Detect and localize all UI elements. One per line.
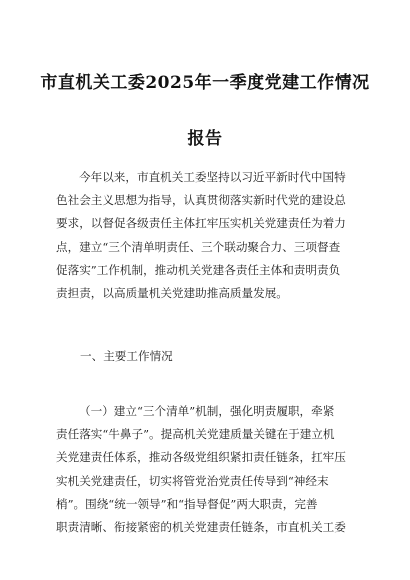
intro-line: 点，建立“三个清单明责任、三个联动聚合力、三项督查 bbox=[56, 239, 341, 254]
body-paragraph bbox=[56, 400, 354, 539]
body-line: 职责清晰、衔接紧密的机关党建责任链条，市直机关工委 bbox=[56, 520, 346, 535]
document-title-line-1: 市直机关工委2025年一季度党建工作情况 bbox=[40, 73, 370, 93]
body-line: 实机关党建责任，切实将管党治党责任传导到“神经末 bbox=[56, 473, 329, 488]
body-line: （一）建立“三个清单”机制，强化明责履职，牵紧 bbox=[79, 404, 335, 418]
intro-paragraph bbox=[56, 166, 354, 305]
intro-line: 促落实”工作机制，推动机关党建各责任主体和责明责负 bbox=[56, 262, 341, 277]
intro-line: 色社会主义思想为指导，认真贯彻落实新时代党的建设总 bbox=[56, 193, 346, 208]
intro-line: 要求，以督促各级责任主体扛牢压实机关党建责任为着力 bbox=[56, 216, 346, 231]
body-line: 责任落实“牛鼻子”。提高机关党建质量关键在于建立机 bbox=[56, 427, 335, 442]
body-line: 关党建责任体系，推动各级党组织紧扣责任链条，扛牢压 bbox=[56, 450, 346, 465]
section-heading: 一、主要工作情况 bbox=[80, 349, 173, 363]
body-line: 梢”。围绕“统一领导”和“指导督促”两大职责，完善 bbox=[56, 496, 318, 511]
intro-line: 今年以来，市直机关工委坚持以习近平新时代中国特 bbox=[79, 170, 346, 184]
document-title-line-2: 报告 bbox=[187, 129, 223, 149]
intro-line: 责担责，以高质量机关党建助推高质量发展。 bbox=[56, 286, 288, 301]
